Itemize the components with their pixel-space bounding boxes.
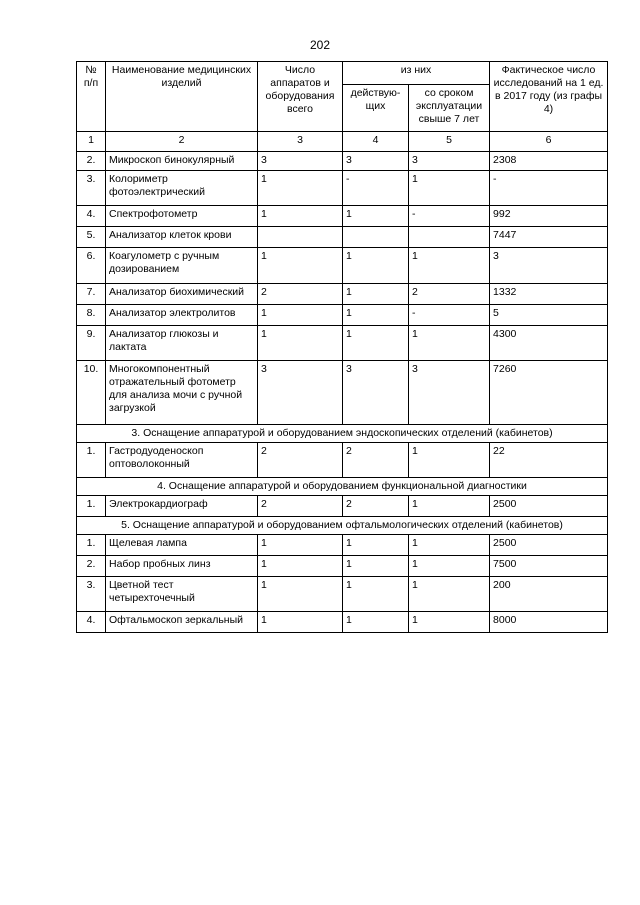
section-title: 3. Оснащение аппаратурой и оборудованием эндоскопических отделений (кабинетов) <box>77 425 608 443</box>
row-active: 1 <box>343 284 409 305</box>
column-number: 6 <box>490 132 608 152</box>
row-total: 1 <box>258 535 343 556</box>
section-row <box>77 478 608 496</box>
row-studies: 7447 <box>490 227 608 248</box>
row-old: 1 <box>409 496 490 517</box>
row-total: 1 <box>258 577 343 612</box>
header-num: № п/п <box>77 62 106 132</box>
section-row <box>77 517 608 535</box>
header-studies: Фактическое число исследований на 1 ед. в 2017 году (из графы 4) <box>490 62 608 132</box>
row-number: 7. <box>77 284 106 305</box>
row-old: 1 <box>409 443 490 478</box>
row-number: 5. <box>77 227 106 248</box>
row-active: 1 <box>343 612 409 633</box>
row-active: 1 <box>343 248 409 284</box>
row-active: 1 <box>343 577 409 612</box>
row-number: 6. <box>77 248 106 284</box>
table-row <box>77 284 608 305</box>
row-name: Коагулометр с ручным дозированием <box>106 248 258 284</box>
table-row <box>77 577 608 612</box>
row-name: Электрокардиограф <box>106 496 258 517</box>
column-number: 2 <box>106 132 258 152</box>
table-row <box>77 206 608 227</box>
row-number: 2. <box>77 152 106 171</box>
table-row <box>77 248 608 284</box>
row-studies: 8000 <box>490 612 608 633</box>
row-studies: 3 <box>490 248 608 284</box>
table-header <box>77 62 608 152</box>
row-total: 2 <box>258 443 343 478</box>
row-total: 2 <box>258 284 343 305</box>
row-name: Колориметр фотоэлектрический <box>106 171 258 206</box>
row-studies: 4300 <box>490 326 608 361</box>
row-number: 8. <box>77 305 106 326</box>
page-number: 202 <box>309 38 331 52</box>
column-number: 3 <box>258 132 343 152</box>
row-studies: 2500 <box>490 496 608 517</box>
row-name: Анализатор глюкозы и лактата <box>106 326 258 361</box>
table-row <box>77 171 608 206</box>
row-active: 1 <box>343 305 409 326</box>
row-total: 1 <box>258 248 343 284</box>
row-number: 4. <box>77 206 106 227</box>
row-studies: 7260 <box>490 361 608 425</box>
row-name: Спектрофотометр <box>106 206 258 227</box>
row-number: 10. <box>77 361 106 425</box>
table-row <box>77 305 608 326</box>
column-number: 1 <box>77 132 106 152</box>
row-old: 1 <box>409 535 490 556</box>
row-old: 2 <box>409 284 490 305</box>
table-row <box>77 152 608 171</box>
row-old: 1 <box>409 171 490 206</box>
row-studies: 992 <box>490 206 608 227</box>
row-active: 2 <box>343 443 409 478</box>
row-name: Щелевая лампа <box>106 535 258 556</box>
row-old: 1 <box>409 248 490 284</box>
row-old: - <box>409 206 490 227</box>
row-active: 1 <box>343 556 409 577</box>
row-number: 1. <box>77 496 106 517</box>
row-studies: 2308 <box>490 152 608 171</box>
row-name: Анализатор электролитов <box>106 305 258 326</box>
row-active: 3 <box>343 152 409 171</box>
header-name: Наименование медицинских изделий <box>106 62 258 132</box>
row-studies: 1332 <box>490 284 608 305</box>
row-old: 1 <box>409 612 490 633</box>
row-old: 1 <box>409 556 490 577</box>
row-total: 3 <box>258 152 343 171</box>
row-total <box>258 227 343 248</box>
row-name: Набор пробных линз <box>106 556 258 577</box>
row-total: 3 <box>258 361 343 425</box>
row-total: 2 <box>258 496 343 517</box>
row-number: 4. <box>77 612 106 633</box>
row-studies: 200 <box>490 577 608 612</box>
table-row <box>77 227 608 248</box>
table-row <box>77 443 608 478</box>
section-title: 4. Оснащение аппаратурой и оборудованием функциональной диагностики <box>77 478 608 496</box>
row-total: 1 <box>258 171 343 206</box>
row-studies: 5 <box>490 305 608 326</box>
row-name: Анализатор биохимический <box>106 284 258 305</box>
row-number: 2. <box>77 556 106 577</box>
row-number: 1. <box>77 443 106 478</box>
row-old: 3 <box>409 152 490 171</box>
equipment-table <box>76 61 608 633</box>
row-number: 3. <box>77 171 106 206</box>
column-number: 4 <box>343 132 409 152</box>
row-total: 1 <box>258 305 343 326</box>
row-name: Гастродуоденоскоп оптоволоконный <box>106 443 258 478</box>
table-row <box>77 361 608 425</box>
header-active: действую-щих <box>343 85 409 132</box>
table-row <box>77 535 608 556</box>
row-name: Анализатор клеток крови <box>106 227 258 248</box>
row-old: 1 <box>409 326 490 361</box>
row-total: 1 <box>258 206 343 227</box>
table-row <box>77 326 608 361</box>
row-old: 1 <box>409 577 490 612</box>
row-number: 9. <box>77 326 106 361</box>
section-row <box>77 425 608 443</box>
row-active: 1 <box>343 535 409 556</box>
header-old: со сроком эксплуатации свыше 7 лет <box>409 85 490 132</box>
row-old: - <box>409 305 490 326</box>
row-active: 2 <box>343 496 409 517</box>
row-total: 1 <box>258 612 343 633</box>
row-number: 1. <box>77 535 106 556</box>
row-studies: 7500 <box>490 556 608 577</box>
row-studies: 2500 <box>490 535 608 556</box>
row-active: 3 <box>343 361 409 425</box>
table-row <box>77 556 608 577</box>
row-active: 1 <box>343 326 409 361</box>
row-active: - <box>343 171 409 206</box>
row-studies: 22 <box>490 443 608 478</box>
row-total: 1 <box>258 556 343 577</box>
row-active: 1 <box>343 206 409 227</box>
table-row <box>77 612 608 633</box>
row-old: 3 <box>409 361 490 425</box>
header-of-them: из них <box>343 62 490 85</box>
row-studies: - <box>490 171 608 206</box>
row-name: Микроскоп бинокулярный <box>106 152 258 171</box>
column-number: 5 <box>409 132 490 152</box>
header-total: Число аппаратов и оборудования всего <box>258 62 343 132</box>
row-active <box>343 227 409 248</box>
row-number: 3. <box>77 577 106 612</box>
row-total: 1 <box>258 326 343 361</box>
row-name: Цветной тест четырехточечный <box>106 577 258 612</box>
table-row <box>77 496 608 517</box>
row-old <box>409 227 490 248</box>
row-name: Многокомпонентный отражательный фотометр для анализа мочи с ручной загрузкой <box>106 361 258 425</box>
row-name: Офтальмоскоп зеркальный <box>106 612 258 633</box>
column-number-row <box>77 132 608 152</box>
section-title: 5. Оснащение аппаратурой и оборудованием офтальмологических отделений (кабинетов) <box>77 517 608 535</box>
